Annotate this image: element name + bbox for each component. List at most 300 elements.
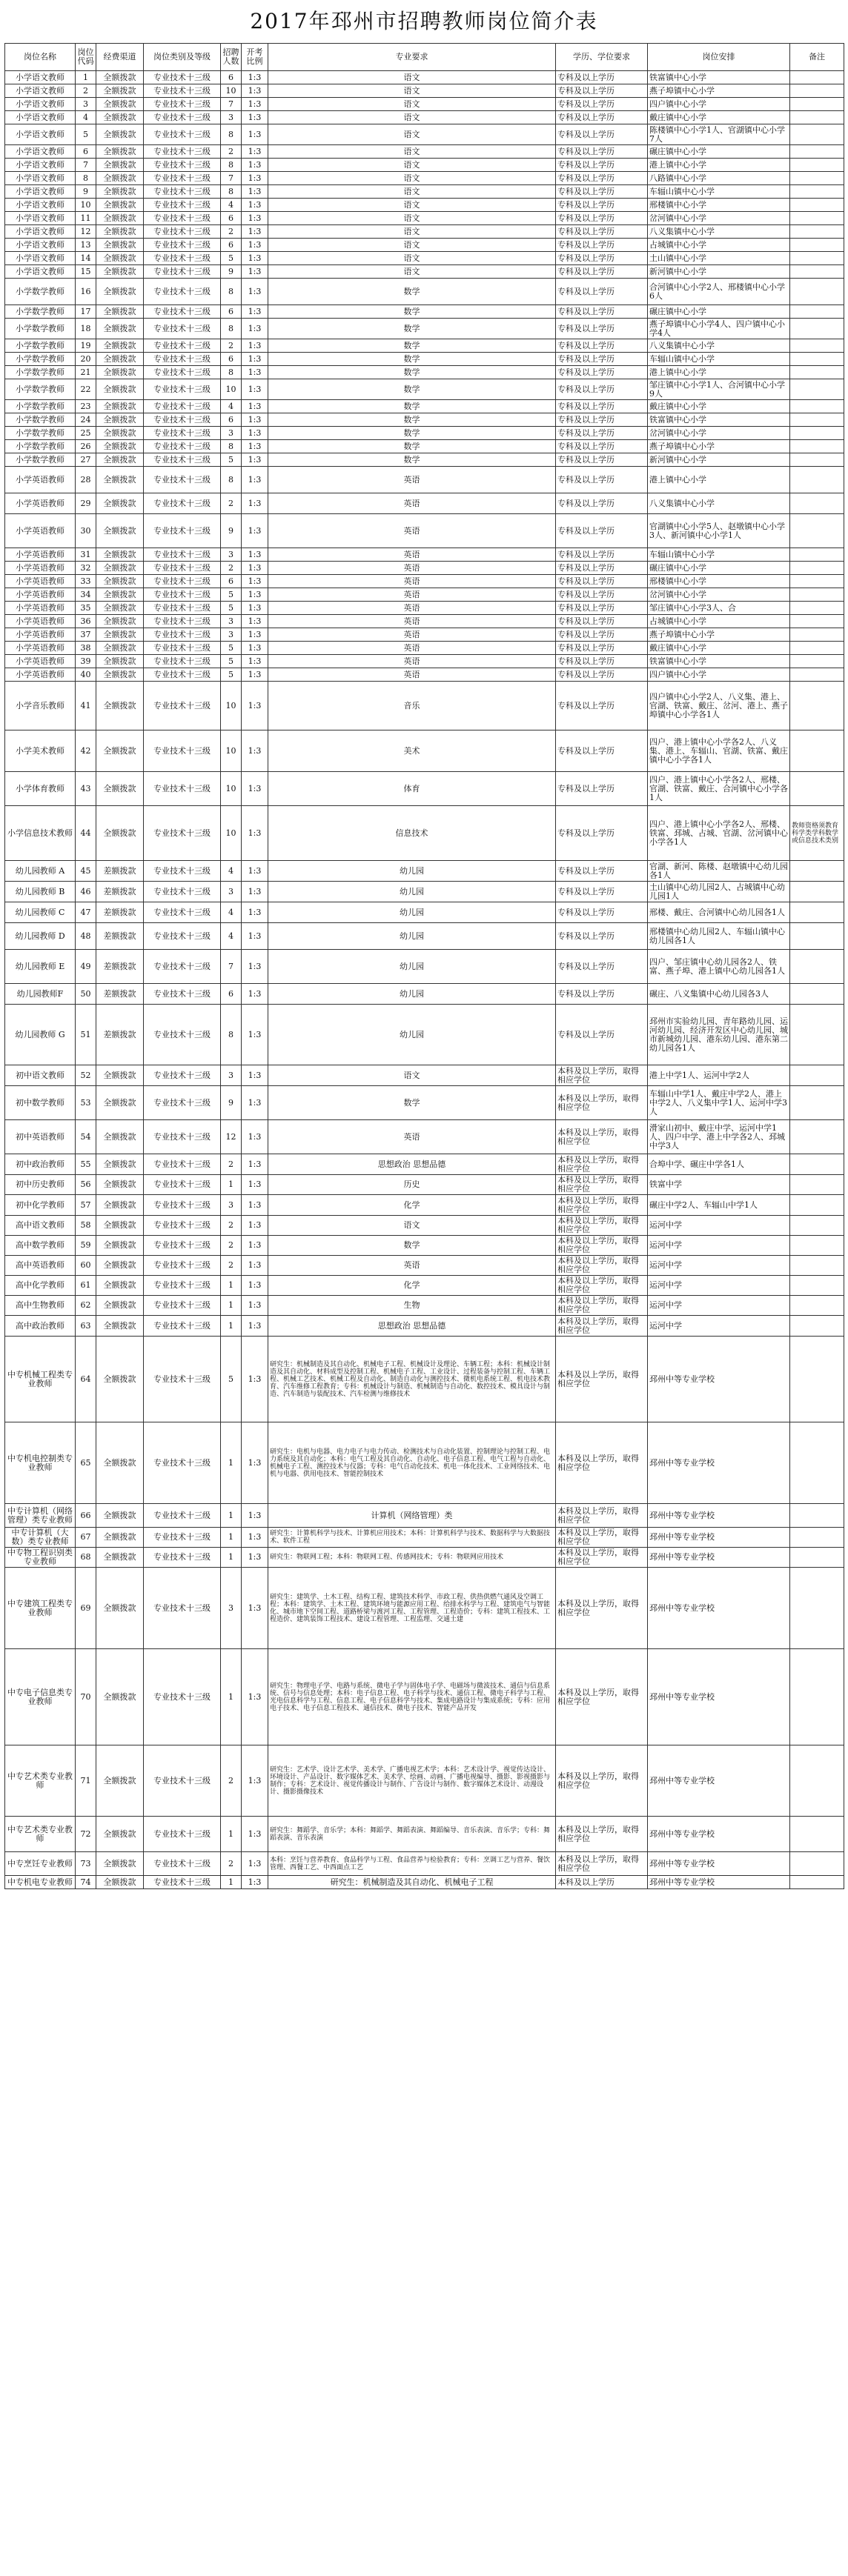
cell-note [790, 440, 844, 453]
cell-position-name: 中专物工程识别类专业教师 [5, 1548, 76, 1568]
cell-ratio: 1:3 [242, 1745, 268, 1817]
cell-category: 专业技术十三级 [144, 1548, 221, 1568]
cell-note [790, 548, 844, 562]
cell-category: 专业技术十三级 [144, 588, 221, 602]
cell-major: 语文 [268, 252, 556, 265]
cell-category: 专业技术十三级 [144, 668, 221, 682]
table-row [5, 655, 844, 668]
cell-placement: 邢楼镇中心小学 [648, 575, 790, 588]
cell-note [790, 950, 844, 984]
cell-funding: 全额拨款 [96, 1568, 144, 1649]
cell-position-name: 中专艺术类专业教师 [5, 1745, 76, 1817]
cell-placement: 港上镇中心小学 [648, 467, 790, 493]
cell-placement: 四户、港上镇中心小学各2人、邢楼、官湖、铁富、戴庄、合河镇中心小学各1人 [648, 772, 790, 806]
cell-headcount: 12 [221, 1120, 242, 1154]
cell-position-name: 幼儿园教师F [5, 984, 76, 1005]
cell-education: 本科及以上学历，取得相应学位 [556, 1216, 648, 1236]
cell-position-code: 69 [76, 1568, 96, 1649]
cell-position-code: 43 [76, 772, 96, 806]
cell-funding: 差额拨款 [96, 902, 144, 923]
cell-education: 专科及以上学历 [556, 159, 648, 172]
table-row [5, 902, 844, 923]
table-row [5, 1316, 844, 1337]
cell-category: 专业技术十三级 [144, 861, 221, 882]
cell-headcount: 1 [221, 1422, 242, 1504]
cell-ratio: 1:3 [242, 319, 268, 339]
cell-funding: 差额拨款 [96, 882, 144, 902]
cell-category: 专业技术十三级 [144, 1337, 221, 1422]
cell-position-name: 小学数学教师 [5, 305, 76, 319]
cell-position-name: 小学数学教师 [5, 319, 76, 339]
table-row [5, 1175, 844, 1195]
cell-major: 语文 [268, 212, 556, 225]
table-row [5, 265, 844, 279]
cell-headcount: 3 [221, 548, 242, 562]
cell-funding: 全额拨款 [96, 159, 144, 172]
cell-major: 英语 [268, 1120, 556, 1154]
cell-funding: 全额拨款 [96, 1175, 144, 1195]
cell-placement: 官湖、新河、陈楼、赵墩镇中心幼儿园各1人 [648, 861, 790, 882]
table-row [5, 239, 844, 252]
cell-note: 教师资格须教育科学类学科数学或信息技术类别 [790, 806, 844, 861]
cell-education: 专科及以上学历 [556, 413, 648, 427]
cell-headcount: 10 [221, 806, 242, 861]
cell-major: 语文 [268, 1216, 556, 1236]
cell-headcount: 1 [221, 1528, 242, 1548]
cell-funding: 全额拨款 [96, 353, 144, 366]
cell-note [790, 861, 844, 882]
cell-education: 本科及以上学历，取得相应学位 [556, 1422, 648, 1504]
cell-ratio: 1:3 [242, 159, 268, 172]
cell-placement: 邳州中等专业学校 [648, 1745, 790, 1817]
table-row [5, 642, 844, 655]
cell-category: 专业技术十三级 [144, 1528, 221, 1548]
cell-ratio: 1:3 [242, 514, 268, 548]
cell-headcount: 3 [221, 628, 242, 642]
cell-headcount: 7 [221, 950, 242, 984]
cell-major: 研究生：物联网工程；本科：物联网工程、传感网技术；专科：物联网应用技术 [268, 1548, 556, 1568]
cell-ratio: 1:3 [242, 212, 268, 225]
cell-note [790, 575, 844, 588]
cell-funding: 全额拨款 [96, 98, 144, 111]
cell-position-code: 34 [76, 588, 96, 602]
table-row [5, 225, 844, 239]
cell-placement: 四户、港上镇中心小学各2人、邢楼、铁富、邳城、占城、官湖、岔河镇中心小学各1人 [648, 806, 790, 861]
cell-education: 专科及以上学历 [556, 111, 648, 124]
cell-position-name: 小学语文教师 [5, 252, 76, 265]
cell-note [790, 1876, 844, 1889]
cell-placement: 燕子埠镇中心小学 [648, 440, 790, 453]
cell-ratio: 1:3 [242, 882, 268, 902]
cell-note [790, 984, 844, 1005]
cell-position-name: 初中化学教师 [5, 1195, 76, 1216]
cell-position-code: 26 [76, 440, 96, 453]
cell-note [790, 1256, 844, 1276]
cell-funding: 全额拨款 [96, 1316, 144, 1337]
cell-education: 专科及以上学历 [556, 950, 648, 984]
cell-ratio: 1:3 [242, 71, 268, 84]
cell-headcount: 7 [221, 98, 242, 111]
cell-position-code: 23 [76, 400, 96, 413]
cell-note [790, 252, 844, 265]
cell-ratio: 1:3 [242, 861, 268, 882]
header-education: 学历、学位要求 [556, 44, 648, 71]
cell-placement: 运河中学 [648, 1276, 790, 1296]
cell-note [790, 212, 844, 225]
cell-placement: 戴庄镇中心小学 [648, 400, 790, 413]
table-row [5, 806, 844, 861]
cell-major: 英语 [268, 655, 556, 668]
cell-education: 专科及以上学历 [556, 353, 648, 366]
cell-category: 专业技术十三级 [144, 185, 221, 199]
cell-major: 数学 [268, 453, 556, 467]
cell-funding: 全额拨款 [96, 400, 144, 413]
cell-position-name: 高中数学教师 [5, 1236, 76, 1256]
cell-position-name: 小学英语教师 [5, 493, 76, 514]
cell-note [790, 562, 844, 575]
cell-funding: 全额拨款 [96, 1649, 144, 1745]
cell-headcount: 1 [221, 1876, 242, 1889]
cell-major: 化学 [268, 1195, 556, 1216]
cell-major: 英语 [268, 668, 556, 682]
cell-position-name: 中专机械工程类专业教师 [5, 1337, 76, 1422]
cell-funding: 全额拨款 [96, 668, 144, 682]
cell-headcount: 2 [221, 1256, 242, 1276]
cell-note [790, 453, 844, 467]
cell-major: 数学 [268, 379, 556, 400]
cell-note [790, 413, 844, 427]
cell-position-name: 小学数学教师 [5, 279, 76, 305]
cell-category: 专业技术十三级 [144, 514, 221, 548]
cell-ratio: 1:3 [242, 1256, 268, 1276]
cell-note [790, 145, 844, 159]
cell-note [790, 172, 844, 185]
cell-education: 专科及以上学历 [556, 628, 648, 642]
cell-major: 数学 [268, 339, 556, 353]
header-ratio: 开考比例 [242, 44, 268, 71]
cell-placement: 新河镇中心小学 [648, 265, 790, 279]
cell-category: 专业技术十三级 [144, 440, 221, 453]
cell-ratio: 1:3 [242, 379, 268, 400]
cell-major: 研究生：艺术学、设计艺术学、美术学、广播电视艺术学；本科：艺术设计学、视觉传达设计、环境设计、产品设计、数字媒体艺术、美术学、绘画、动画、广播电视编导、摄影、影视摄影与制作；专科：艺术设计、视觉传播设计与制作、广告设计与制作、数字媒体艺术设计、动漫设计、摄影摄像技术 [268, 1745, 556, 1817]
cell-note [790, 1422, 844, 1504]
cell-position-code: 63 [76, 1316, 96, 1337]
cell-placement: 邳州中等专业学校 [648, 1528, 790, 1548]
cell-ratio: 1:3 [242, 1276, 268, 1296]
cell-ratio: 1:3 [242, 1337, 268, 1422]
cell-position-code: 35 [76, 602, 96, 615]
cell-major: 英语 [268, 548, 556, 562]
cell-category: 专业技术十三级 [144, 602, 221, 615]
cell-category: 专业技术十三级 [144, 239, 221, 252]
cell-category: 专业技术十三级 [144, 265, 221, 279]
table-row [5, 1216, 844, 1236]
cell-position-code: 45 [76, 861, 96, 882]
cell-headcount: 2 [221, 225, 242, 239]
cell-major: 语文 [268, 225, 556, 239]
cell-ratio: 1:3 [242, 1548, 268, 1568]
table-row [5, 172, 844, 185]
cell-ratio: 1:3 [242, 427, 268, 440]
cell-category: 专业技术十三级 [144, 145, 221, 159]
cell-education: 专科及以上学历 [556, 71, 648, 84]
cell-note [790, 1504, 844, 1528]
cell-category: 专业技术十三级 [144, 172, 221, 185]
cell-headcount: 4 [221, 923, 242, 950]
cell-placement: 八义集镇中心小学 [648, 339, 790, 353]
cell-position-code: 27 [76, 453, 96, 467]
cell-major: 语文 [268, 239, 556, 252]
cell-placement: 官湖镇中心小学5人、赵墩镇中心小学3人、新河镇中心小学1人 [648, 514, 790, 548]
cell-funding: 全额拨款 [96, 199, 144, 212]
cell-position-name: 小学语文教师 [5, 98, 76, 111]
cell-note [790, 265, 844, 279]
cell-ratio: 1:3 [242, 1817, 268, 1852]
cell-major: 美术 [268, 730, 556, 772]
cell-funding: 全额拨款 [96, 548, 144, 562]
cell-position-code: 41 [76, 682, 96, 730]
cell-funding: 全额拨款 [96, 1548, 144, 1568]
cell-note [790, 655, 844, 668]
cell-position-code: 62 [76, 1296, 96, 1316]
cell-education: 专科及以上学历 [556, 467, 648, 493]
cell-category: 专业技术十三级 [144, 1005, 221, 1065]
cell-position-name: 小学美术教师 [5, 730, 76, 772]
table-row [5, 413, 844, 427]
cell-major: 研究生：舞蹈学、音乐学；本科：舞蹈学、舞蹈表演、舞蹈编导、音乐表演、音乐学；专科：舞蹈表演、音乐表演 [268, 1817, 556, 1852]
cell-category: 专业技术十三级 [144, 305, 221, 319]
cell-headcount: 7 [221, 172, 242, 185]
cell-education: 专科及以上学历 [556, 440, 648, 453]
cell-funding: 全额拨款 [96, 1422, 144, 1504]
cell-note [790, 185, 844, 199]
cell-position-name: 小学语文教师 [5, 199, 76, 212]
cell-position-code: 55 [76, 1154, 96, 1175]
cell-education: 专科及以上学历 [556, 806, 648, 861]
cell-education: 专科及以上学历 [556, 279, 648, 305]
table-row [5, 427, 844, 440]
cell-headcount: 3 [221, 615, 242, 628]
cell-major: 思想政治 思想品德 [268, 1316, 556, 1337]
cell-major: 幼儿园 [268, 902, 556, 923]
cell-category: 专业技术十三级 [144, 212, 221, 225]
cell-education: 专科及以上学历 [556, 212, 648, 225]
table-row [5, 1568, 844, 1649]
cell-education: 本科及以上学历，取得相应学位 [556, 1236, 648, 1256]
cell-position-name: 幼儿园教师 D [5, 923, 76, 950]
cell-major: 英语 [268, 1256, 556, 1276]
cell-education: 专科及以上学历 [556, 923, 648, 950]
cell-major: 数学 [268, 319, 556, 339]
cell-education: 本科及以上学历，取得相应学位 [556, 1852, 648, 1876]
cell-ratio: 1:3 [242, 772, 268, 806]
cell-position-code: 72 [76, 1817, 96, 1852]
cell-placement: 车辐山中学1人、戴庄中学2人、港上中学2人、八义集中学1人、运河中学3人 [648, 1086, 790, 1120]
table-row [5, 1745, 844, 1817]
cell-major: 数学 [268, 353, 556, 366]
cell-category: 专业技术十三级 [144, 366, 221, 379]
cell-category: 专业技术十三级 [144, 575, 221, 588]
cell-headcount: 1 [221, 1817, 242, 1852]
cell-note [790, 111, 844, 124]
cell-placement: 港上镇中心小学 [648, 366, 790, 379]
cell-major: 思想政治 思想品德 [268, 1154, 556, 1175]
cell-education: 本科及以上学历，取得相应学位 [556, 1175, 648, 1195]
cell-note [790, 379, 844, 400]
cell-category: 专业技术十三级 [144, 225, 221, 239]
cell-funding: 差额拨款 [96, 1005, 144, 1065]
cell-note [790, 602, 844, 615]
cell-position-code: 2 [76, 84, 96, 98]
cell-ratio: 1:3 [242, 1422, 268, 1504]
cell-category: 专业技术十三级 [144, 615, 221, 628]
cell-education: 专科及以上学历 [556, 514, 648, 548]
cell-position-code: 8 [76, 172, 96, 185]
cell-position-name: 高中生物教师 [5, 1296, 76, 1316]
cell-note [790, 305, 844, 319]
cell-ratio: 1:3 [242, 1216, 268, 1236]
cell-placement: 四户镇中心小学 [648, 98, 790, 111]
cell-position-code: 48 [76, 923, 96, 950]
cell-education: 专科及以上学历 [556, 265, 648, 279]
cell-ratio: 1:3 [242, 440, 268, 453]
cell-major: 语文 [268, 84, 556, 98]
cell-headcount: 4 [221, 902, 242, 923]
cell-placement: 四户镇中心小学 [648, 668, 790, 682]
table-row [5, 1086, 844, 1120]
cell-placement: 八义集镇中心小学 [648, 493, 790, 514]
cell-ratio: 1:3 [242, 1876, 268, 1889]
cell-headcount: 1 [221, 1504, 242, 1528]
cell-note [790, 1175, 844, 1195]
cell-position-name: 中专烹饪专业教师 [5, 1852, 76, 1876]
cell-category: 专业技术十三级 [144, 279, 221, 305]
cell-funding: 全额拨款 [96, 642, 144, 655]
table-row [5, 467, 844, 493]
cell-ratio: 1:3 [242, 602, 268, 615]
cell-position-name: 小学英语教师 [5, 628, 76, 642]
table-row [5, 1817, 844, 1852]
cell-note [790, 1649, 844, 1745]
cell-headcount: 8 [221, 366, 242, 379]
cell-education: 本科及以上学历，取得相应学位 [556, 1296, 648, 1316]
cell-note [790, 225, 844, 239]
cell-funding: 全额拨款 [96, 1876, 144, 1889]
cell-placement: 燕子埠镇中心小学 [648, 84, 790, 98]
cell-note [790, 493, 844, 514]
cell-position-code: 25 [76, 427, 96, 440]
cell-headcount: 6 [221, 575, 242, 588]
cell-position-code: 14 [76, 252, 96, 265]
cell-funding: 全额拨款 [96, 1504, 144, 1528]
cell-headcount: 3 [221, 427, 242, 440]
cell-position-code: 73 [76, 1852, 96, 1876]
cell-funding: 全额拨款 [96, 339, 144, 353]
cell-position-name: 小学数学教师 [5, 453, 76, 467]
cell-position-name: 中专计算机（大数）类专业教师 [5, 1528, 76, 1548]
table-row [5, 1649, 844, 1745]
cell-education: 专科及以上学历 [556, 642, 648, 655]
cell-category: 专业技术十三级 [144, 427, 221, 440]
cell-ratio: 1:3 [242, 305, 268, 319]
cell-placement: 邳州中等专业学校 [648, 1876, 790, 1889]
cell-category: 专业技术十三级 [144, 124, 221, 145]
cell-funding: 全额拨款 [96, 772, 144, 806]
cell-headcount: 6 [221, 212, 242, 225]
cell-placement: 邳州中等专业学校 [648, 1422, 790, 1504]
cell-note [790, 1195, 844, 1216]
cell-placement: 邳州中等专业学校 [648, 1548, 790, 1568]
cell-major: 英语 [268, 628, 556, 642]
cell-note [790, 1745, 844, 1817]
table-row [5, 923, 844, 950]
cell-headcount: 5 [221, 642, 242, 655]
cell-position-name: 小学数学教师 [5, 400, 76, 413]
cell-headcount: 6 [221, 305, 242, 319]
cell-education: 专科及以上学历 [556, 588, 648, 602]
cell-funding: 全额拨款 [96, 655, 144, 668]
cell-category: 专业技术十三级 [144, 1817, 221, 1852]
cell-note [790, 1154, 844, 1175]
cell-headcount: 2 [221, 1216, 242, 1236]
cell-position-code: 31 [76, 548, 96, 562]
cell-funding: 全额拨款 [96, 1745, 144, 1817]
cell-position-name: 小学语文教师 [5, 172, 76, 185]
cell-position-name: 小学数学教师 [5, 353, 76, 366]
cell-position-code: 5 [76, 124, 96, 145]
cell-placement: 碾庄镇中心小学 [648, 562, 790, 575]
cell-major: 研究生：机械制造及其自动化、机械电子工程、机械设计及理论、车辆工程；本科：机械设计制造及其自动化、材料成型及控制工程、机械电子工程、工业设计、过程装备与控制工程、车辆工程、机械工艺技术、机械工程及自动化、制造自动化与测控技术、微机电系统工程、机电技术教育、汽车维修工程教育；专科：机械设计与制造、机械制造与自动化、数控技术、模具设计与制造、汽车制造与装配技术、汽车检测与维修技术 [268, 1337, 556, 1422]
cell-position-name: 中专计算机（网络管理）类专业教师 [5, 1504, 76, 1528]
cell-headcount: 3 [221, 1195, 242, 1216]
cell-position-code: 13 [76, 239, 96, 252]
cell-category: 专业技术十三级 [144, 339, 221, 353]
cell-funding: 全额拨款 [96, 252, 144, 265]
cell-position-name: 高中英语教师 [5, 1256, 76, 1276]
table-row [5, 1296, 844, 1316]
cell-position-code: 22 [76, 379, 96, 400]
cell-ratio: 1:3 [242, 1175, 268, 1195]
cell-ratio: 1:3 [242, 1065, 268, 1086]
header-major: 专业要求 [268, 44, 556, 71]
cell-position-code: 54 [76, 1120, 96, 1154]
cell-position-name: 初中数学教师 [5, 1086, 76, 1120]
cell-position-code: 44 [76, 806, 96, 861]
cell-education: 专科及以上学历 [556, 453, 648, 467]
cell-ratio: 1:3 [242, 467, 268, 493]
cell-major: 幼儿园 [268, 984, 556, 1005]
table-row [5, 319, 844, 339]
table-row [5, 440, 844, 453]
cell-note [790, 730, 844, 772]
cell-position-code: 1 [76, 71, 96, 84]
cell-ratio: 1:3 [242, 225, 268, 239]
cell-funding: 全额拨款 [96, 575, 144, 588]
cell-funding: 全额拨款 [96, 1817, 144, 1852]
cell-major: 幼儿园 [268, 950, 556, 984]
cell-headcount: 3 [221, 1568, 242, 1649]
cell-major: 幼儿园 [268, 1005, 556, 1065]
cell-education: 专科及以上学历 [556, 145, 648, 159]
cell-funding: 全额拨款 [96, 1256, 144, 1276]
cell-ratio: 1:3 [242, 588, 268, 602]
table-row [5, 1528, 844, 1548]
cell-education: 专科及以上学历 [556, 305, 648, 319]
cell-headcount: 1 [221, 1316, 242, 1337]
cell-major: 语文 [268, 98, 556, 111]
cell-major: 数学 [268, 413, 556, 427]
cell-position-name: 小学数学教师 [5, 339, 76, 353]
